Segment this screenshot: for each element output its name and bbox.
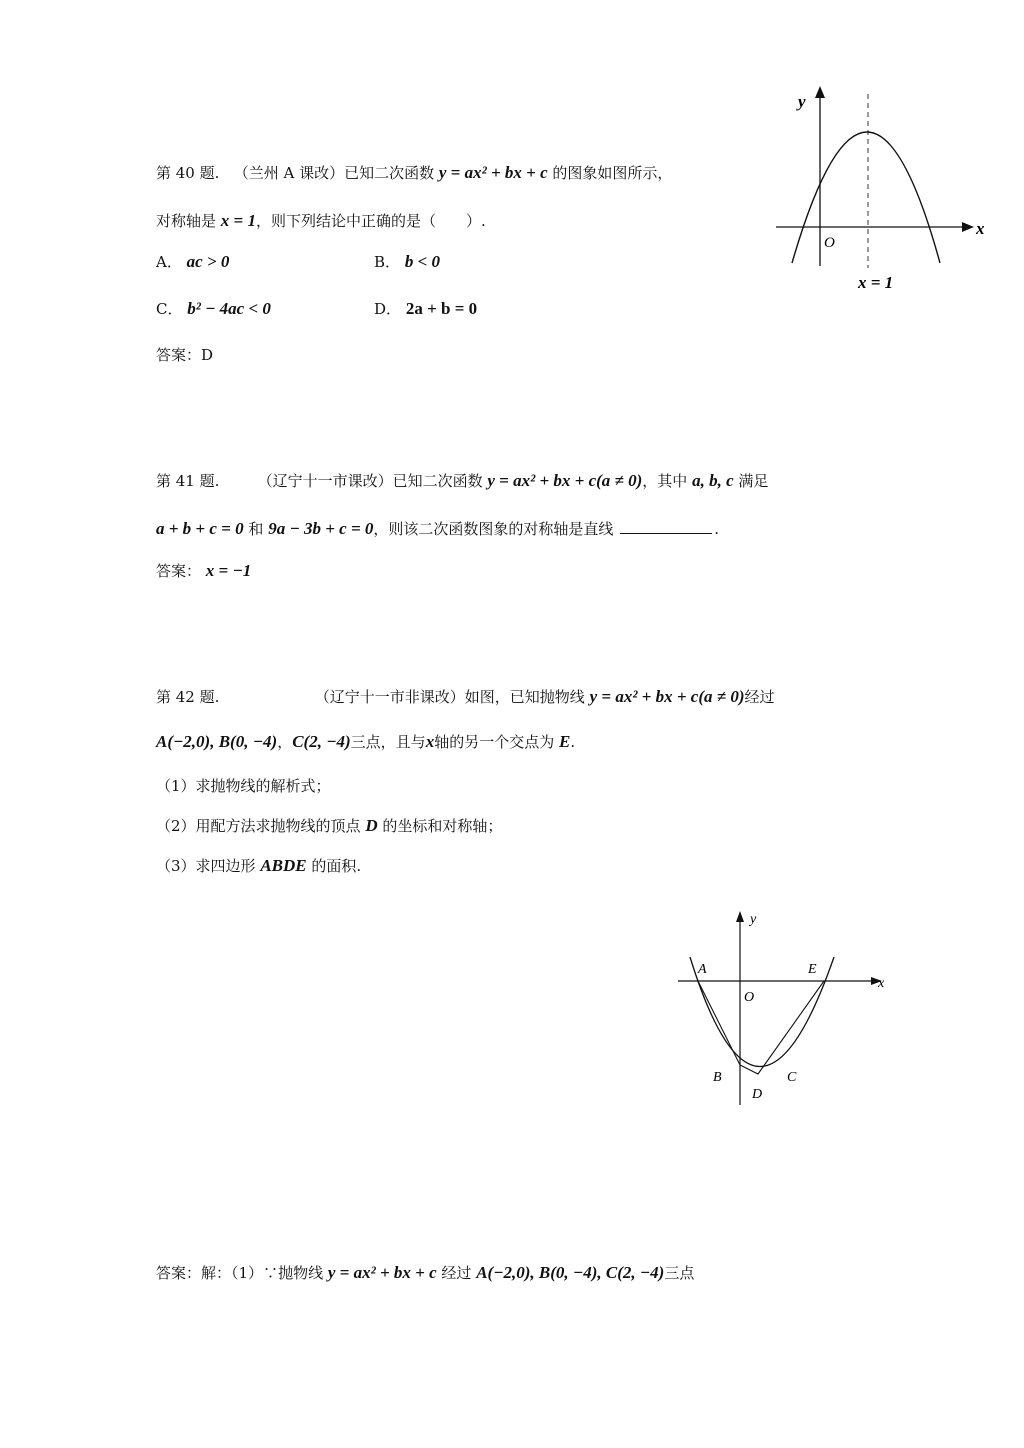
q42-points: A(−2,0), B(0, −4) [156, 732, 278, 751]
q42-stem-text-4: 轴的另一个交点为 [434, 733, 555, 751]
q42-label: 第 42 题. [156, 688, 220, 706]
q41-answer-blank[interactable] [620, 519, 712, 534]
q40-x-arrow-icon [962, 222, 974, 232]
q40-option-c-label: C． [156, 300, 183, 318]
q41-stem [156, 470, 768, 492]
q42-point-d-label: D [752, 1087, 763, 1102]
q42-part-3 [156, 855, 361, 877]
q42-equation: y = ax² + bx + c(a ≠ 0) [589, 687, 745, 706]
q40-axis-label: x = 1 [858, 273, 894, 292]
q41-answer-label: 答案： [156, 562, 202, 580]
q40-label: 第 40 题. [156, 164, 220, 182]
q42-stem-text-2: 经过 [744, 688, 775, 706]
q42-x-var: x [425, 732, 435, 751]
q40-answer [156, 344, 213, 366]
q42-answer [156, 1262, 694, 1284]
q42-answer-label: 答案：解：（1） [156, 1264, 264, 1282]
q41-equation: y = ax² + bx + c(a ≠ 0) [487, 471, 643, 490]
q42-source: （辽宁十一市非课改） [314, 688, 465, 706]
q42-part-2-text: （2）用配方法求抛物线的顶点 [156, 817, 361, 835]
q40-axis-text: 对称轴是 [156, 212, 217, 230]
q40-question: ，则下列结论中正确的是（ ）. [255, 212, 486, 230]
q40-stem-text: 已知二次函数 [344, 164, 435, 182]
q42-point-c-label: C [787, 1070, 797, 1085]
q40-option-b-label: B． [374, 253, 401, 271]
q42-part-3-var: ABDE [260, 856, 307, 875]
q41-answer-value: x = −1 [205, 561, 252, 580]
q42-answer-equation: y = ax² + bx + c [327, 1263, 437, 1282]
q41-end: . [714, 520, 719, 538]
q40-option-d-text: 2a + b = 0 [405, 299, 478, 318]
q40-parabola-curve [792, 132, 940, 263]
q40-x-label: x [976, 219, 985, 238]
q40-option-c [156, 298, 271, 320]
q40-source: （兰州 A 课改） [233, 164, 345, 182]
q42-part-3-text-2: 的面积. [311, 857, 362, 875]
q42-point-e-label: E [808, 962, 817, 977]
q42-because-symbol: ∵ [263, 1264, 279, 1282]
q40-option-b [374, 251, 440, 273]
q41-conditions [156, 518, 719, 540]
q42-parabola-figure [670, 905, 900, 1115]
q42-part-2 [156, 815, 502, 837]
q42-stem-text: 如图，已知抛物线 [464, 688, 585, 706]
q42-origin-label: O [744, 990, 755, 1005]
q41-stem-text-3: 满足 [738, 472, 769, 490]
q42-answer-text-3: 三点 [664, 1264, 695, 1282]
q40-stem-text-2: 的图象如图所示， [552, 164, 673, 182]
q40-option-b-text: b < 0 [404, 252, 440, 271]
q41-condition-2: 9a − 3b + c = 0 [268, 519, 374, 538]
q42-y-arrow-icon [736, 911, 744, 922]
q40-answer-value: D [201, 346, 214, 364]
q42-part-2-text-2: 的坐标和对称轴； [382, 817, 503, 835]
q40-y-arrow-icon [815, 86, 825, 98]
q40-equation: y = ax² + bx + c [438, 163, 548, 182]
q42-points-line [156, 731, 575, 753]
q40-stem [156, 162, 672, 184]
q41-answer [156, 560, 251, 582]
q40-option-a [156, 251, 229, 273]
q41-question: ，则该二次函数图象的对称轴是直线 [373, 520, 614, 538]
q40-answer-label: 答案： [156, 346, 202, 364]
q40-axis-eq: x = 1 [220, 211, 256, 230]
q41-condition-1: a + b + c = 0 [156, 519, 244, 538]
q42-separator: ， [277, 733, 293, 751]
q42-stem-text-3: 三点，且与 [350, 733, 426, 751]
q42-stem [156, 686, 775, 708]
q40-axis-line [156, 210, 486, 232]
q41-label: 第 41 题. [156, 472, 220, 490]
q42-point-c: C(2, −4) [292, 732, 351, 751]
q40-option-d-label: D． [374, 300, 402, 318]
q40-parabola-figure [770, 80, 1000, 300]
q42-answer-points: A(−2,0), B(0, −4), C(2, −4) [476, 1263, 665, 1282]
q42-quadrilateral-abde [698, 981, 824, 1074]
q41-vars: a, b, c [692, 471, 734, 490]
q42-part-2-var: D [365, 816, 378, 835]
q42-answer-text-2: 经过 [441, 1264, 472, 1282]
q40-option-c-text: b² − 4ac < 0 [187, 299, 271, 318]
q42-e-var: E [558, 732, 571, 751]
q42-point-b-label: B [713, 1070, 722, 1085]
q42-part-3-text: （3）求四边形 [156, 857, 256, 875]
q42-answer-text: 抛物线 [278, 1264, 324, 1282]
q40-option-a-label: A． [156, 253, 182, 271]
q40-y-label: y [798, 92, 806, 111]
q41-stem-text-2: ，其中 [642, 472, 688, 490]
q41-stem-text: 已知二次函数 [392, 472, 483, 490]
q40-origin-label: O [824, 235, 835, 251]
q42-part-1: （1）求抛物线的解析式； [156, 777, 331, 795]
q42-y-label: y [750, 912, 757, 927]
q42-end: . [570, 733, 576, 751]
q40-option-a-text: ac > 0 [186, 252, 230, 271]
q41-source: （辽宁十一市课改） [257, 472, 393, 490]
q41-and: 和 [248, 520, 264, 538]
q40-option-d [374, 298, 477, 320]
q42-x-label: x [878, 976, 885, 991]
q42-point-a-label: A [698, 962, 707, 977]
